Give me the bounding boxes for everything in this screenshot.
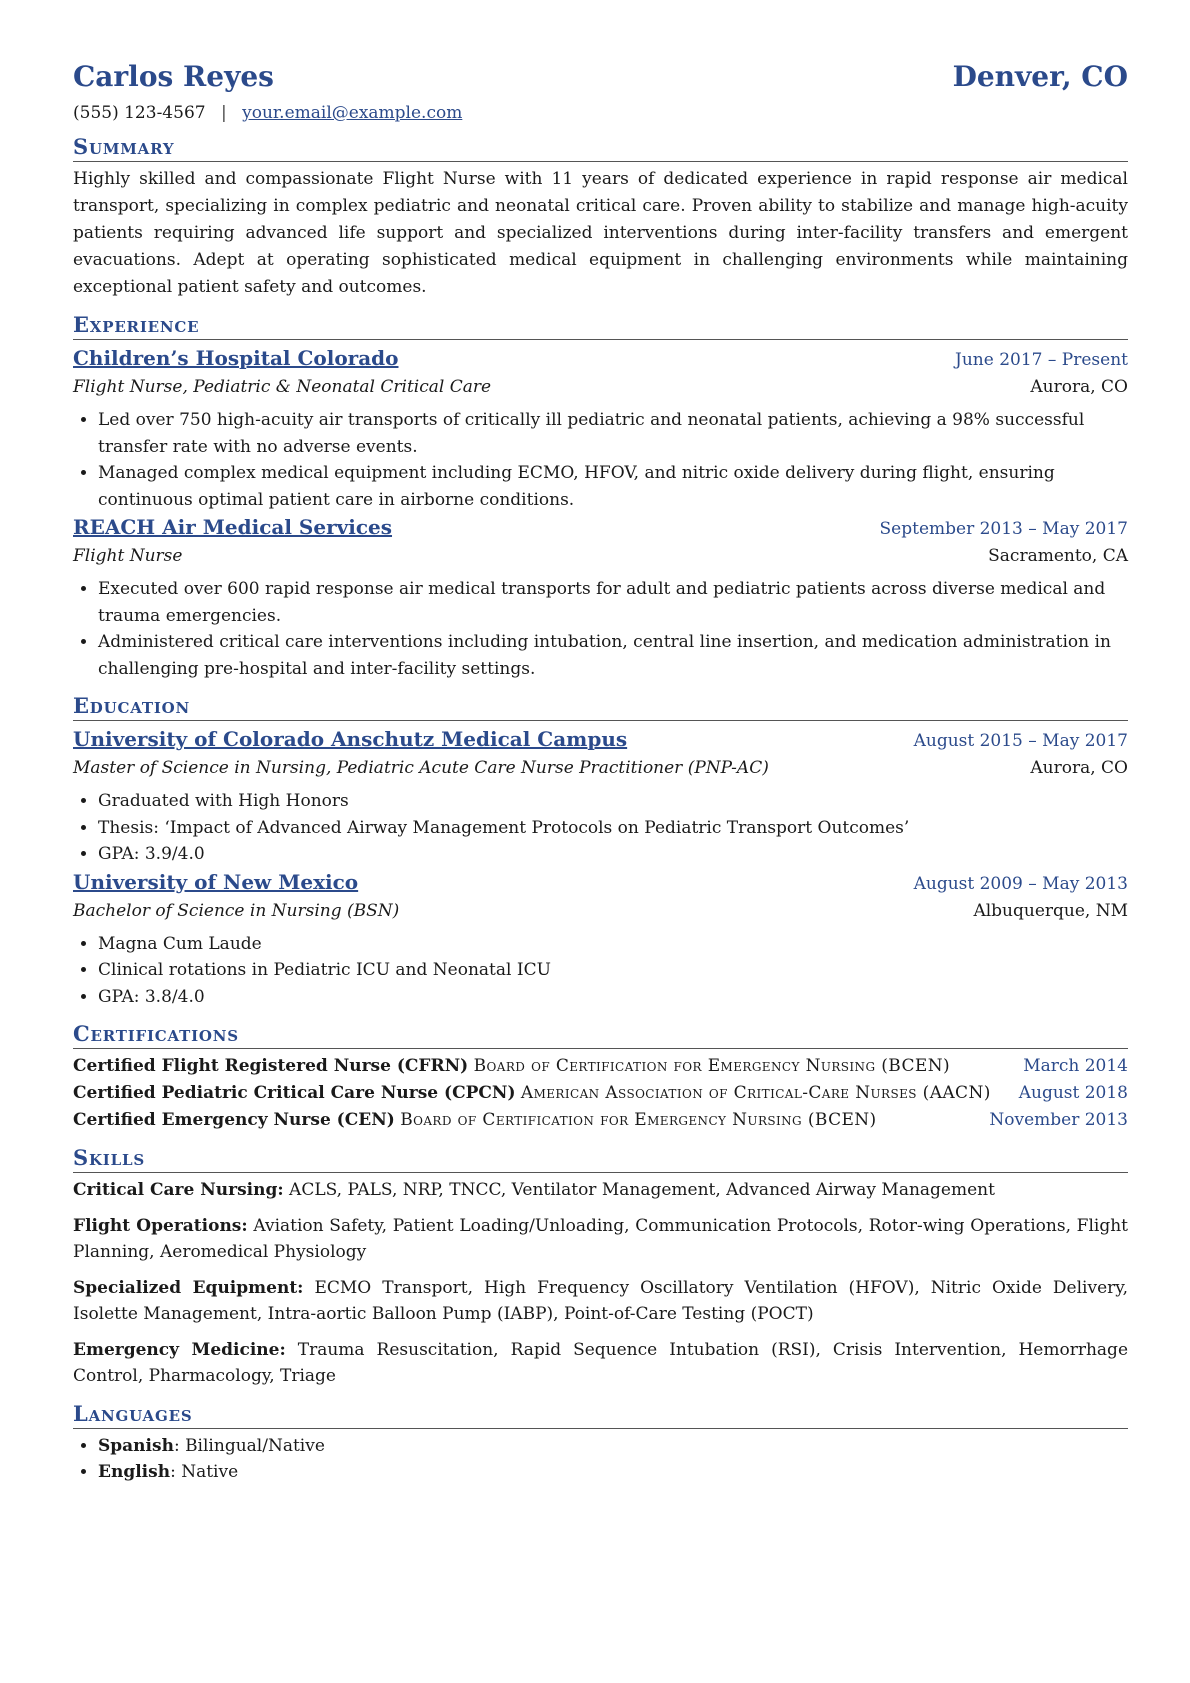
entry-dates: August 2009 – May 2013 <box>913 873 1128 894</box>
entry-location: Aurora, CO <box>1030 758 1128 778</box>
skill-items: ACLS, PALS, NRP, TNCC, Ventilator Management, Advanced Airway Management <box>289 1180 995 1200</box>
entry-dates: June 2017 – Present <box>955 350 1128 370</box>
entry-dates: August 2015 – May 2017 <box>913 731 1128 751</box>
list-item: • Clinical rotations in Pediatric ICU and Neonatal ICU <box>98 957 1128 984</box>
list-item <box>98 1433 1128 1460</box>
candidate-name: Carlos Reyes <box>73 60 274 93</box>
school-link[interactable]: University of Colorado Anschutz Medical Campus <box>73 727 628 751</box>
certification-name: Certified Emergency Nurse (CEN) <box>73 1110 395 1130</box>
experience-entry <box>73 513 1128 682</box>
skill-items: ECMO Transport, High Frequency Oscillatory Ventilation (HFOV), Nitric Oxide Delivery, Isolette Management, Intra-aortic Balloon Pump (IABP), Point-of-Care Testing (POCT) <box>73 1277 1129 1324</box>
email-link[interactable]: your.email@example.com <box>242 103 463 123</box>
entry-location: Sacramento, CA <box>988 546 1128 566</box>
list-item: • Graduated with High Honors <box>98 788 1128 815</box>
certification-issuer: Board of Certification for Emergency Nursing (BCEN) <box>400 1110 877 1130</box>
certification-item <box>73 1080 1128 1107</box>
skill-group <box>73 1213 1128 1266</box>
certification-item <box>73 1053 1128 1080</box>
skill-items: Trauma Resuscitation, Rapid Sequence Intubation (RSI), Crisis Intervention, Hemorrhage Control, Pharmacology, Triage <box>73 1339 1129 1386</box>
list-item <box>98 1459 1128 1486</box>
bullet-list <box>73 788 1128 868</box>
candidate-location: Denver, CO <box>952 60 1128 93</box>
school-link[interactable]: University of New Mexico <box>73 869 359 894</box>
list-item: • Led over 750 high-acuity air transports of critically ill pediatric and neonatal patients, achieving a 98% successful transfer rate with no adverse events. <box>98 407 1128 460</box>
resume-content <box>73 60 1128 1486</box>
skill-category: Emergency Medicine: <box>73 1339 286 1360</box>
language-name: English <box>98 1462 171 1482</box>
skill-group <box>73 1177 1128 1204</box>
contact-separator: | <box>220 103 227 123</box>
bullet-list <box>73 931 1128 1011</box>
skill-category: Specialized Equipment: <box>73 1277 304 1298</box>
certification-item <box>73 1107 1128 1134</box>
section-title-skills: Skills <box>73 1146 1128 1173</box>
list-item: • GPA: 3.9/4.0 <box>98 841 1128 868</box>
language-level: : Bilingual/Native <box>173 1435 325 1456</box>
list-item: • Managed complex medical equipment including ECMO, HFOV, and nitric oxide delivery during flight, ensuring continuous optimal patient care in airborne conditions. <box>98 460 1128 513</box>
section-title-experience: Experience <box>73 313 1128 340</box>
resume-header <box>73 60 1128 93</box>
skill-group <box>73 1337 1128 1390</box>
degree-title: Master of Science in Nursing, Pediatric Acute Care Nurse Practitioner (PNP-AC) <box>73 758 769 778</box>
job-title: Flight Nurse <box>73 546 183 566</box>
certification-date: August 2018 <box>1018 1083 1128 1103</box>
language-list <box>73 1433 1128 1486</box>
list-item: • Executed over 600 rapid response air medical transports for adult and pediatric patients across diverse medical and trauma emergencies. <box>98 576 1128 629</box>
job-title: Flight Nurse, Pediatric & Neonatal Critical Care <box>73 377 492 397</box>
section-title-languages: Languages <box>73 1402 1128 1429</box>
degree-title: Bachelor of Science in Nursing (BSN) <box>73 900 400 921</box>
phone-number: (555) 123-4567 <box>73 103 206 123</box>
section-title-education: Education <box>73 694 1128 721</box>
language-name: Spanish <box>98 1435 174 1456</box>
language-level: : Native <box>170 1462 239 1482</box>
list-item: • Administered critical care interventions including intubation, central line insertion, and medication administration in challenging pre-hospital and inter-facility settings. <box>98 629 1128 682</box>
skill-category: Critical Care Nursing: <box>73 1180 284 1200</box>
employer-link[interactable]: REACH Air Medical Services <box>73 515 393 539</box>
employer-link[interactable]: Children’s Hospital Colorado <box>73 346 399 370</box>
certification-date: March 2014 <box>1023 1056 1128 1076</box>
skill-items: Aviation Safety, Patient Loading/Unloading, Communication Protocols, Rotor-wing Operations, Flight Planning, Aeromedical Physiology <box>73 1215 1129 1262</box>
bullet-list <box>73 576 1128 682</box>
entry-location: Aurora, CO <box>1030 377 1128 397</box>
summary-text: Highly skilled and compassionate Flight Nurse with 11 years of dedicated experience in rapid response air medical transport, specializing in complex pediatric and neonatal critical care. Proven ability to stabilize and manage high-acuity patients requiring advanced life support and specialized interventions during inter-facility transfers and emergent evacuations. Adept at operating sophisticated medical equipment in challenging environments while maintaining exceptional patient safety and outcomes. <box>73 169 1128 297</box>
certification-date: November 2013 <box>989 1110 1128 1130</box>
certification-issuer: American Association of Critical-Care Nurses (AACN) <box>520 1083 991 1103</box>
skill-group <box>73 1275 1128 1328</box>
education-entry <box>73 725 1128 868</box>
entry-dates: September 2013 – May 2017 <box>879 519 1128 539</box>
bullet-list <box>73 407 1128 513</box>
list-item: • GPA: 3.8/4.0 <box>98 984 1128 1011</box>
certification-issuer: Board of Certification for Emergency Nursing (BCEN) <box>473 1056 951 1076</box>
skill-category: Flight Operations: <box>73 1215 248 1236</box>
section-title-certifications: Certifications <box>73 1022 1128 1049</box>
section-title-summary: Summary <box>73 135 1128 162</box>
list-item: • Magna Cum Laude <box>98 931 1128 958</box>
contact-line <box>73 103 1128 123</box>
education-entry <box>73 868 1128 1011</box>
experience-entry <box>73 344 1128 513</box>
certification-name: Certified Flight Registered Nurse (CFRN) <box>73 1056 469 1076</box>
list-item: • Thesis: ‘Impact of Advanced Airway Management Protocols on Pediatric Transport Outcomes’ <box>98 815 1128 842</box>
entry-location: Albuquerque, NM <box>973 900 1128 921</box>
certification-name: Certified Pediatric Critical Care Nurse (CPCN) <box>73 1083 516 1103</box>
